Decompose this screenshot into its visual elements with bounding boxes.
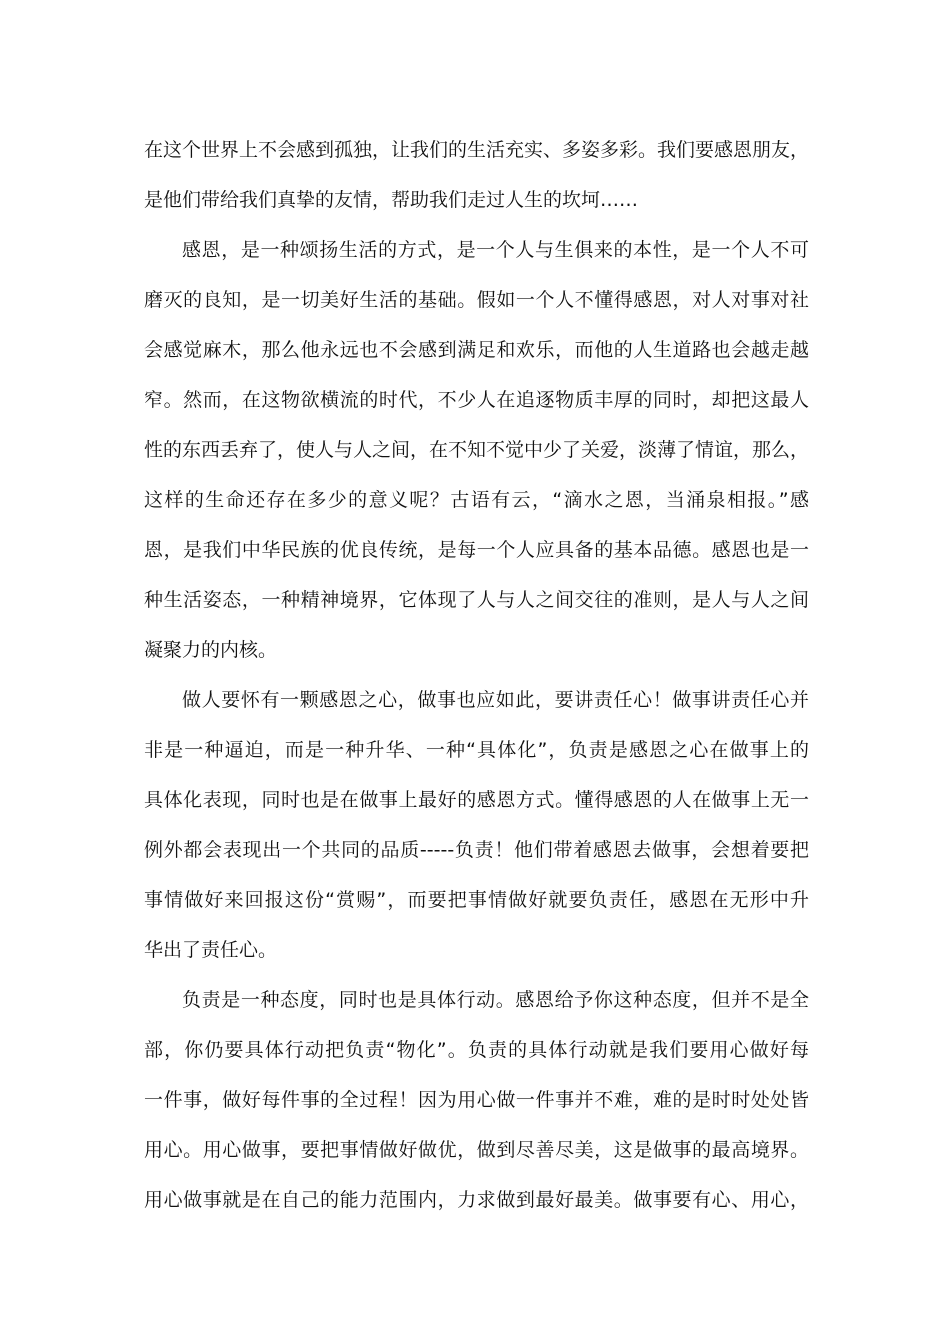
body-text: [144, 125, 809, 1225]
text-line: 做人要怀有一颗感恩之心，做事也应如此，要讲责任心！做事讲责任心并: [182, 689, 809, 711]
paragraph: [144, 975, 809, 1225]
text-line: 事情做好来回报这份“赏赐”，而要把事情做好就要负责任，感恩在无形中升: [144, 889, 809, 911]
text-line: 非是一种逼迫，而是一种升华、一种“具体化”，负责是感恩之心在做事上的: [144, 739, 809, 761]
text-line: 是他们带给我们真挚的友情，帮助我们走过人生的坎坷……: [144, 189, 639, 211]
text-line: 一件事，做好每件事的全过程！因为用心做一件事并不难，难的是时时处处皆: [144, 1089, 809, 1111]
text-line: 磨灭的良知，是一切美好生活的基础。假如一个人不懂得感恩，对人对事对社: [144, 289, 809, 311]
text-line: 在这个世界上不会感到孤独，让我们的生活充实、多姿多彩。我们要感恩朋友，: [144, 139, 810, 161]
text-line: 华出了责任心。: [144, 939, 278, 961]
text-line: 感恩，是一种颂扬生活的方式，是一个人与生俱来的本性，是一个人不可: [182, 239, 809, 261]
text-line: 用心。用心做事，要把事情做好做优，做到尽善尽美，这是做事的最高境界。: [144, 1139, 809, 1161]
paragraph: [144, 225, 809, 675]
text-line: 负责是一种态度，同时也是具体行动。感恩给予你这种态度，但并不是全: [182, 989, 809, 1011]
text-line: 会感觉麻木，那么他永远也不会感到满足和欢乐，而他的人生道路也会越走越: [144, 339, 809, 361]
text-line: 恩，是我们中华民族的优良传统，是每一个人应具备的基本品德。感恩也是一: [144, 539, 809, 561]
paragraph: [144, 125, 809, 225]
text-line: 例外都会表现出一个共同的品质-----负责！他们带着感恩去做事，会想着要把: [144, 839, 809, 861]
text-line: 这样的生命还存在多少的意义呢？古语有云，“滴水之恩，当涌泉相报。”感: [144, 489, 809, 511]
text-line: 种生活姿态，一种精神境界，它体现了人与人之间交往的准则，是人与人之间: [144, 589, 809, 611]
text-line: 凝聚力的内核。: [144, 639, 278, 661]
text-line: 部，你仍要具体行动把负责“物化”。负责的具体行动就是我们要用心做好每: [144, 1039, 809, 1061]
paragraph: [144, 675, 809, 975]
text-line: 窄。然而，在这物欲横流的时代，不少人在追逐物质丰厚的同时，却把这最人: [144, 389, 809, 411]
text-line: 具体化表现，同时也是在做事上最好的感恩方式。懂得感恩的人在做事上无一: [144, 789, 809, 811]
text-line: 性的东西丢弃了，使人与人之间，在不知不觉中少了关爱，淡薄了情谊，那么，: [144, 439, 810, 461]
text-line: 用心做事就是在自己的能力范围内，力求做到最好最美。做事要有心、用心，: [144, 1189, 809, 1211]
